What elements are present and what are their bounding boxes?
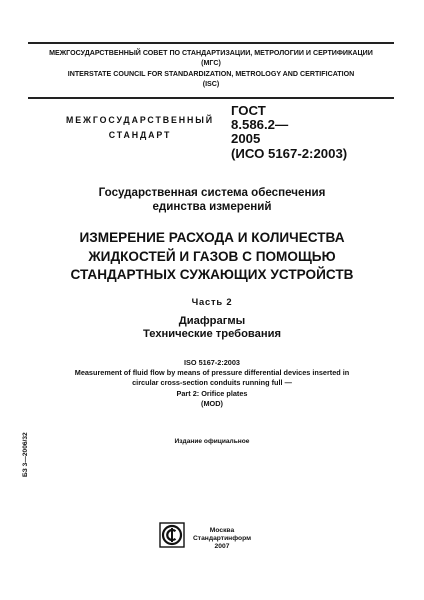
iso-title-line2: circular cross-section conduits running full —	[132, 378, 292, 388]
standartinform-logo-icon	[159, 522, 185, 548]
council-en-abbr: (ISC)	[202, 80, 220, 89]
iso-title-line3: Part 2: Orifice plates	[176, 388, 248, 398]
system-title-line2: единства измерений	[152, 200, 272, 214]
publisher-city: Москва	[209, 527, 235, 534]
gost-number-line	[231, 118, 391, 132]
main-title	[30, 229, 394, 285]
header-rule-top	[28, 42, 394, 44]
standard-kind-line2: СТАНДАРТ	[108, 130, 172, 140]
main-title-line2: ЖИДКОСТЕЙ И ГАЗОВ С ПОМОЩЬЮ	[88, 248, 336, 264]
edition-label: Издание официальное	[174, 438, 250, 445]
council-en: INTERSTATE COUNCIL FOR STANDARDIZATION, METROLOGY AND CERTIFICATION	[67, 69, 355, 78]
subtitle	[60, 315, 364, 341]
part-label: Часть 2	[191, 296, 233, 307]
subtitle-line2: Технические требования	[142, 328, 282, 341]
iso-code: ISO 5167-2:2003	[184, 358, 240, 367]
publisher-block	[192, 527, 252, 552]
system-title	[40, 186, 384, 214]
council-header	[28, 48, 394, 90]
iso-reference	[20, 358, 404, 409]
standard-kind	[66, 113, 214, 143]
iso-title-line4: (MOD)	[201, 398, 223, 408]
council-ru-abbr: (МГС)	[201, 59, 221, 68]
iso-title-line1: Measurement of fluid flow by means of pressure differential devices inserted in	[74, 368, 350, 378]
header-rule-bottom	[28, 97, 394, 99]
gost-prefix: ГОСТ	[231, 103, 266, 118]
gost-number: 8.586.2	[231, 117, 275, 133]
subtitle-line1: Диафрагмы	[178, 315, 246, 327]
publisher-name: Стандартинформ	[192, 535, 252, 543]
main-title-line1: ИЗМЕРЕНИЕ РАСХОДА И КОЛИЧЕСТВА	[79, 230, 345, 245]
gost-year: 2005	[231, 131, 261, 147]
gost-dash: —	[275, 117, 289, 133]
standard-kind-line1: МЕЖГОСУДАРСТВЕННЫЙ	[66, 115, 214, 125]
gost-iso-equivalent: (ИСО 5167-2:2003)	[231, 145, 348, 161]
side-code: БЗ 3—2006/32	[22, 432, 29, 477]
publisher-year: 2007	[214, 543, 230, 551]
system-title-line1: Государственная система обеспечения	[98, 186, 326, 199]
council-ru: МЕЖГОСУДАРСТВЕННЫЙ СОВЕТ ПО СТАНДАРТИЗАЦИИ, МЕТРОЛОГИИ И СЕРТИФИКАЦИИ	[49, 49, 373, 57]
gost-designation	[231, 104, 391, 161]
main-title-line3: СТАНДАРТНЫХ СУЖАЮЩИХ УСТРОЙСТВ	[70, 267, 354, 283]
